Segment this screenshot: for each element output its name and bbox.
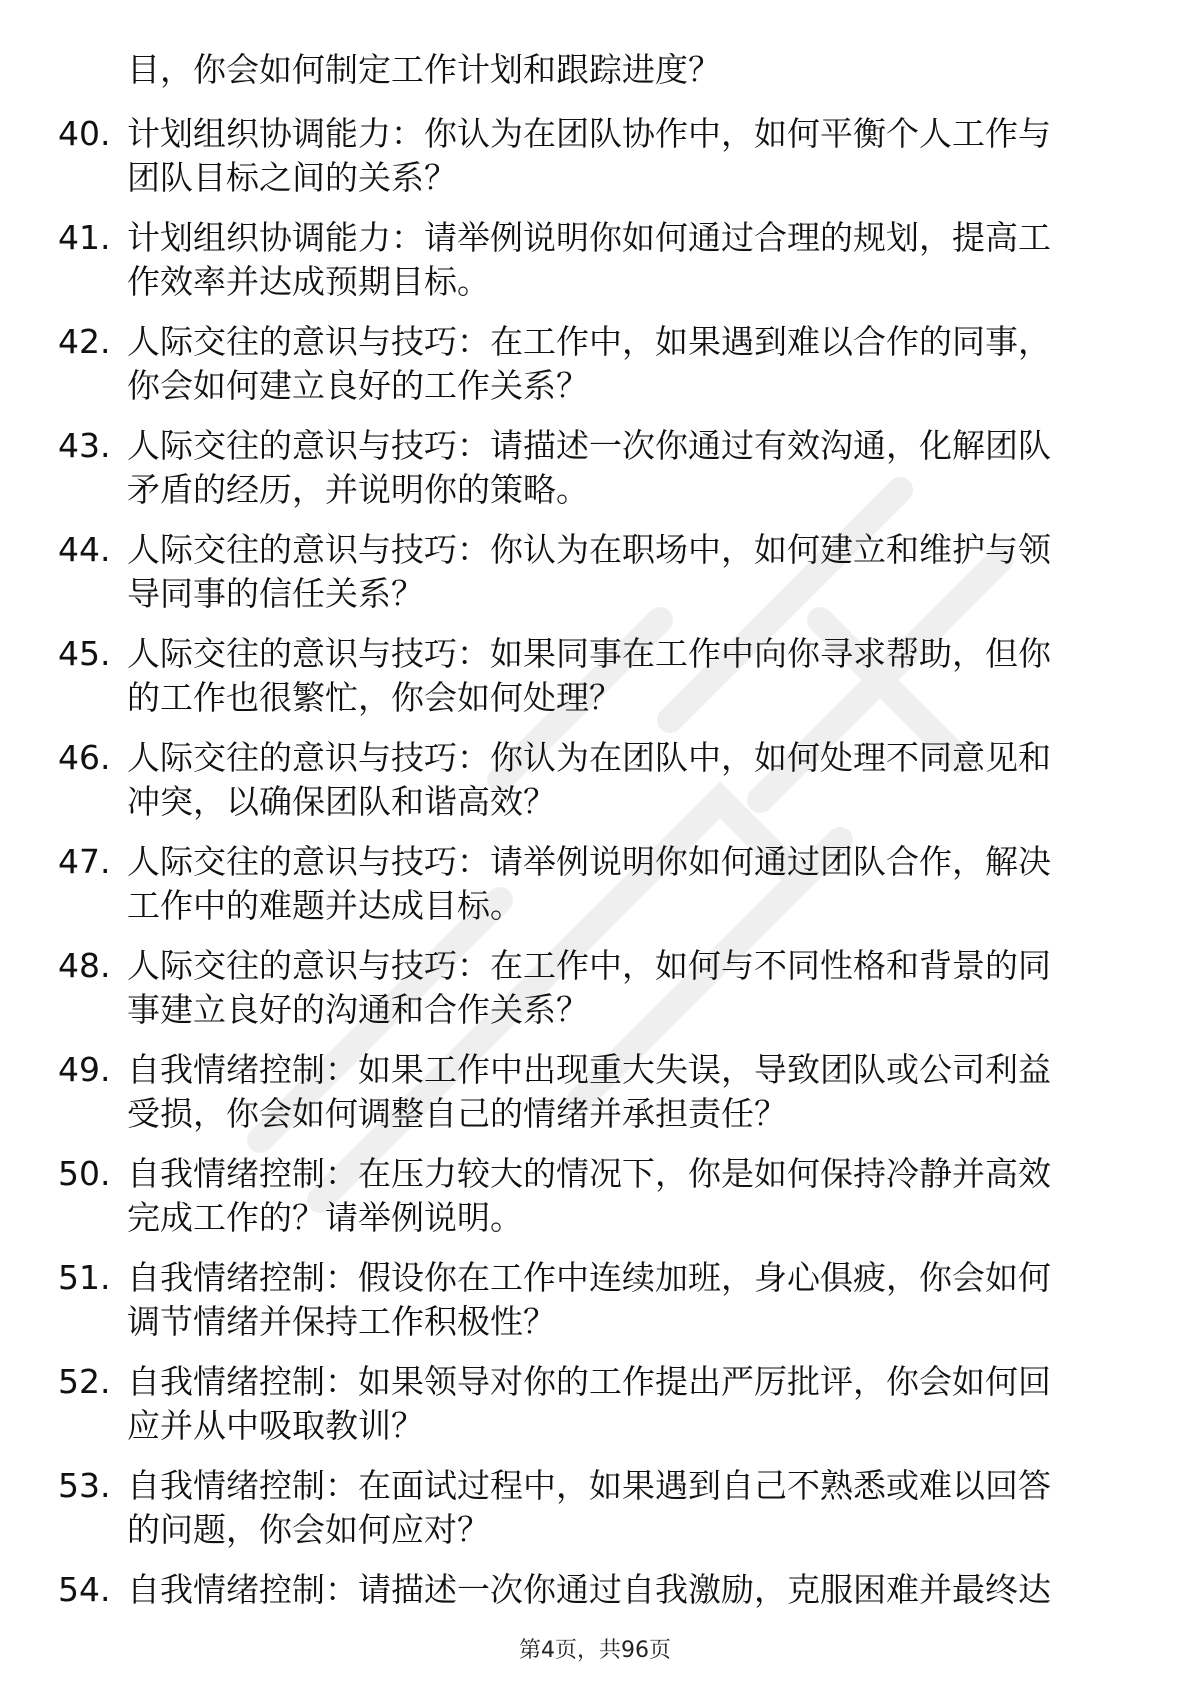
page-number-footer: 第4页，共96页 [519, 1638, 671, 1663]
question-number: 54. [58, 1570, 111, 1609]
question-number: 42. [58, 322, 111, 361]
question-item [0, 736, 1190, 840]
question-text-line: 矛盾的经历，并说明你的策略。 [127, 470, 589, 509]
question-text-line: 应并从中吸取教训？ [127, 1406, 424, 1445]
question-text-line: 人际交往的意识与技巧：在工作中，如何与不同性格和背景的同 [127, 946, 1051, 985]
question-text-line: 自我情绪控制：在压力较大的情况下，你是如何保持冷静并高效 [127, 1154, 1051, 1193]
question-item [0, 632, 1190, 736]
question-number: 48. [58, 946, 111, 985]
question-text-line: 事建立良好的沟通和合作关系？ [127, 990, 589, 1029]
question-item [0, 1360, 1190, 1464]
question-text-line: 计划组织协调能力：你认为在团队协作中，如何平衡个人工作与 [127, 114, 1051, 153]
question-text-line: 自我情绪控制：如果工作中出现重大失误，导致团队或公司利益 [127, 1050, 1051, 1089]
question-text-line: 你会如何建立良好的工作关系？ [127, 366, 589, 405]
question-number: 41. [58, 218, 111, 257]
question-text-line: 人际交往的意识与技巧：你认为在职场中，如何建立和维护与领 [127, 530, 1051, 569]
question-text-line: 调节情绪并保持工作积极性？ [127, 1302, 556, 1341]
question-list [0, 112, 1190, 1672]
question-item [0, 1152, 1190, 1256]
question-text-line: 人际交往的意识与技巧：在工作中，如果遇到难以合作的同事， [127, 322, 1051, 361]
question-number: 44. [58, 530, 111, 569]
question-item [0, 1256, 1190, 1360]
question-number: 51. [58, 1258, 111, 1297]
question-text-line: 的问题，你会如何应对？ [127, 1510, 490, 1549]
question-text-line: 人际交往的意识与技巧：如果同事在工作中向你寻求帮助，但你 [127, 634, 1051, 673]
question-number: 53. [58, 1466, 111, 1505]
question-text-line: 人际交往的意识与技巧：请举例说明你如何通过团队合作，解决 [127, 842, 1051, 881]
question-number: 49. [58, 1050, 111, 1089]
question-number: 40. [58, 114, 111, 153]
question-text-line: 人际交往的意识与技巧：请描述一次你通过有效沟通，化解团队 [127, 426, 1051, 465]
question-number: 45. [58, 634, 111, 673]
question-item [0, 1464, 1190, 1568]
question-item [0, 320, 1190, 424]
question-text-line: 计划组织协调能力：请举例说明你如何通过合理的规划，提高工 [127, 218, 1051, 257]
question-text-line: 工作中的难题并达成目标。 [127, 886, 523, 925]
question-text-line: 作效率并达成预期目标。 [127, 262, 490, 301]
question-item [0, 944, 1190, 1048]
question-item [0, 112, 1190, 216]
question-item [0, 216, 1190, 320]
question-item [0, 528, 1190, 632]
question-text-line: 自我情绪控制：如果领导对你的工作提出严厉批评，你会如何回 [127, 1362, 1051, 1401]
question-number: 46. [58, 738, 111, 777]
question-item [0, 424, 1190, 528]
question-text-line: 自我情绪控制：在面试过程中，如果遇到自己不熟悉或难以回答 [127, 1466, 1051, 1505]
question-text-line: 受损，你会如何调整自己的情绪并承担责任？ [127, 1094, 787, 1133]
question-number: 50. [58, 1154, 111, 1193]
question-number: 43. [58, 426, 111, 465]
question-number: 52. [58, 1362, 111, 1401]
question-number: 47. [58, 842, 111, 881]
question-text-line: 自我情绪控制：假设你在工作中连续加班，身心俱疲，你会如何 [127, 1258, 1051, 1297]
question-text-line: 人际交往的意识与技巧：你认为在团队中，如何处理不同意见和 [127, 738, 1051, 777]
question-item [0, 1048, 1190, 1152]
question-text-line: 团队目标之间的关系？ [127, 158, 457, 197]
question-item [0, 840, 1190, 944]
question-text-line: 导同事的信任关系？ [127, 574, 424, 613]
question-text-line: 自我情绪控制：请描述一次你通过自我激励，克服困难并最终达 [127, 1570, 1051, 1609]
question-text-line: 完成工作的？请举例说明。 [127, 1198, 523, 1237]
question-text-line: 冲突，以确保团队和谐高效？ [127, 782, 556, 821]
continued-question-text: 目，你会如何制定工作计划和跟踪进度？ [127, 50, 721, 89]
question-text-line: 的工作也很繁忙，你会如何处理？ [127, 678, 622, 717]
